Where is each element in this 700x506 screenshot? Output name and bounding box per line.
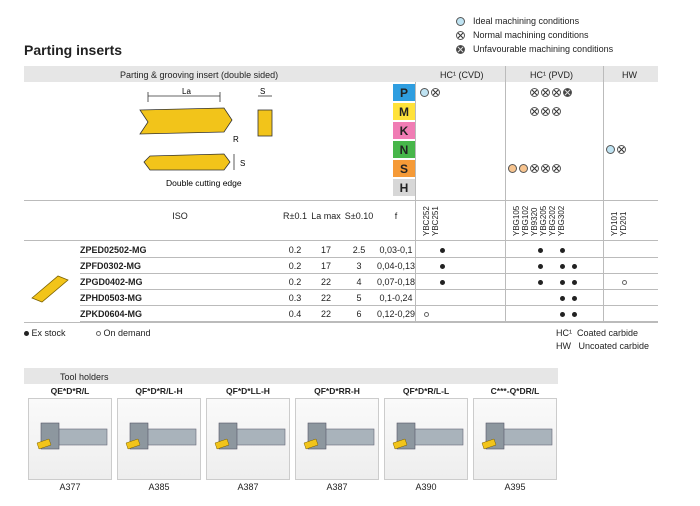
normal-mark-icon (431, 88, 440, 97)
tool-holder[interactable] (28, 386, 112, 494)
grade-ybc251: YBC251 (431, 206, 440, 236)
ex-stock-icon (560, 248, 565, 253)
col-la: La max (311, 211, 341, 221)
ex-stock-icon (560, 264, 565, 269)
ex-stock-icon (440, 248, 445, 253)
cell-la: 17 (320, 245, 331, 255)
ex-stock-icon (572, 280, 577, 285)
group-cvd: HC¹ (CVD) (440, 70, 484, 80)
grade-ybg202: YBG202 (548, 205, 557, 236)
cell-f: 0,07-0,18 (376, 277, 416, 287)
holder-name: QF*D*R/L-H (135, 386, 183, 396)
ex-stock-icon (572, 312, 577, 317)
orange-mark-icon (508, 164, 517, 173)
holder-name: QE*D*R/L (50, 386, 90, 396)
material-p: P (393, 84, 415, 101)
holder-image (206, 398, 290, 480)
normal-mark-icon (617, 145, 626, 154)
ex-stock-icon (440, 280, 445, 285)
material-n: N (393, 141, 415, 158)
page-reference[interactable]: A395 (504, 482, 526, 492)
ideal-icon (456, 17, 465, 26)
unfav-icon (456, 45, 465, 54)
col-r: R±0.1 (283, 211, 307, 221)
cell-f: 0,12-0,29 (376, 309, 416, 319)
ring-icon (96, 331, 101, 336)
col-s: S±0.10 (344, 211, 374, 221)
cell-la: 22 (320, 293, 331, 303)
tool-holder[interactable] (295, 386, 379, 494)
holder-image (295, 398, 379, 480)
page-reference[interactable]: A387 (326, 482, 348, 492)
normal-mark-icon (530, 88, 539, 97)
tool-holder[interactable] (473, 386, 557, 494)
cell-iso: ZPGD0402-MG (80, 277, 143, 287)
normal-mark-icon (541, 107, 550, 116)
ex-stock-icon (560, 296, 565, 301)
on-demand-icon (622, 280, 627, 285)
s-label-side: S (240, 159, 246, 168)
orange-mark-icon (519, 164, 528, 173)
col-iso: ISO (172, 211, 188, 221)
normal-mark-icon (552, 164, 561, 173)
group-pvd: HC¹ (PVD) (530, 70, 573, 80)
legend-normal: Normal machining conditions (473, 30, 589, 40)
normal-mark-icon (541, 164, 550, 173)
holder-image (28, 398, 112, 480)
ex-stock-icon (572, 296, 577, 301)
ex-stock-icon (538, 264, 543, 269)
divider (603, 66, 604, 322)
divider (24, 240, 658, 241)
holder-name: QF*D*R/L-L (402, 386, 450, 396)
col-f: f (394, 211, 398, 221)
holder-image (384, 398, 468, 480)
cell-s: 4 (356, 277, 362, 287)
cell-r: 0.2 (288, 277, 302, 287)
page-reference[interactable]: A387 (237, 482, 259, 492)
on-demand-legend: On demand (96, 328, 151, 338)
insert-drawing (130, 86, 290, 196)
divider (24, 200, 658, 201)
grade-ybg102: YBG102 (521, 205, 530, 236)
holder-image (117, 398, 201, 480)
cell-iso: ZPED02502-MG (80, 245, 147, 255)
ex-stock-icon (440, 264, 445, 269)
cell-f: 0,04-0,13 (376, 261, 416, 271)
grade-yd201: YD201 (619, 211, 628, 236)
cell-s: 6 (356, 309, 362, 319)
legend-unfav: Unfavourable machining conditions (473, 44, 614, 54)
page-reference[interactable]: A385 (148, 482, 170, 492)
ex-stock-legend: Ex stock (24, 328, 66, 338)
cell-r: 0.2 (288, 245, 302, 255)
cell-la: 22 (320, 309, 331, 319)
ex-stock-icon (538, 248, 543, 253)
grade-yd101: YD101 (610, 211, 619, 236)
holder-name: QF*D*RR-H (314, 386, 360, 396)
ex-stock-icon (572, 264, 577, 269)
grade-ybg302: YBG302 (557, 205, 566, 236)
cell-f: 0,1-0,24 (379, 293, 413, 303)
holder-name: C***-Q*DR/L (490, 386, 540, 396)
holders-title: Tool holders (60, 372, 109, 382)
tool-holder[interactable] (206, 386, 290, 494)
grade-ybg105: YBG105 (512, 205, 521, 236)
ideal-mark-icon (606, 145, 615, 154)
material-s: S (393, 160, 415, 177)
cell-r: 0.2 (288, 261, 302, 271)
ideal-mark-icon (420, 88, 429, 97)
material-m: M (393, 103, 415, 120)
page-title: Parting inserts (24, 42, 123, 58)
cell-s: 5 (356, 293, 362, 303)
unfav-mark-icon (563, 88, 572, 97)
grade-ybc252: YBC252 (422, 206, 431, 236)
cell-iso: ZPHD0503-MG (80, 293, 143, 303)
insert-thumbnail (28, 270, 72, 304)
cell-r: 0.3 (288, 293, 302, 303)
normal-mark-icon (552, 107, 561, 116)
normal-mark-icon (541, 88, 550, 97)
tool-holder[interactable] (117, 386, 201, 494)
normal-mark-icon (530, 107, 539, 116)
la-label: La (182, 87, 191, 96)
legend-ideal: Ideal machining conditions (473, 16, 580, 26)
cell-la: 17 (320, 261, 331, 271)
normal-mark-icon (552, 88, 561, 97)
page-reference[interactable]: A390 (415, 482, 437, 492)
s-label-top: S (260, 87, 266, 96)
hw-note: HW Uncoated carbide (556, 341, 650, 351)
cell-la: 22 (320, 277, 331, 287)
normal-mark-icon (530, 164, 539, 173)
double-edge-label: Double cutting edge (166, 178, 242, 188)
cell-s: 3 (356, 261, 362, 271)
ex-stock-icon (538, 280, 543, 285)
legend (456, 14, 613, 56)
cell-s: 2.5 (352, 245, 366, 255)
on-demand-icon (424, 312, 429, 317)
cell-iso: ZPKD0604-MG (80, 309, 143, 319)
cell-iso: ZPFD0302-MG (80, 261, 142, 271)
page-reference[interactable]: A377 (59, 482, 81, 492)
cell-f: 0,03-0,1 (379, 245, 413, 255)
holder-image (473, 398, 557, 480)
normal-icon (456, 31, 465, 40)
holder-name: QF*D*LL-H (226, 386, 270, 396)
material-h: H (393, 179, 415, 196)
ex-stock-icon (560, 280, 565, 285)
ex-stock-icon (560, 312, 565, 317)
group-hw: HW (622, 70, 637, 80)
tool-holder[interactable] (384, 386, 468, 494)
divider (24, 322, 658, 323)
divider (505, 66, 506, 322)
grade-yb9320: YB9320 (530, 207, 539, 236)
cell-r: 0.4 (288, 309, 302, 319)
r-label: R (233, 135, 239, 144)
insert-type: Parting & grooving insert (double sided) (120, 70, 279, 80)
hc-note: HC¹ Coated carbide (556, 328, 639, 338)
bullet-icon (24, 331, 29, 336)
grade-ybg205: YBG205 (539, 205, 548, 236)
material-k: K (393, 122, 415, 139)
